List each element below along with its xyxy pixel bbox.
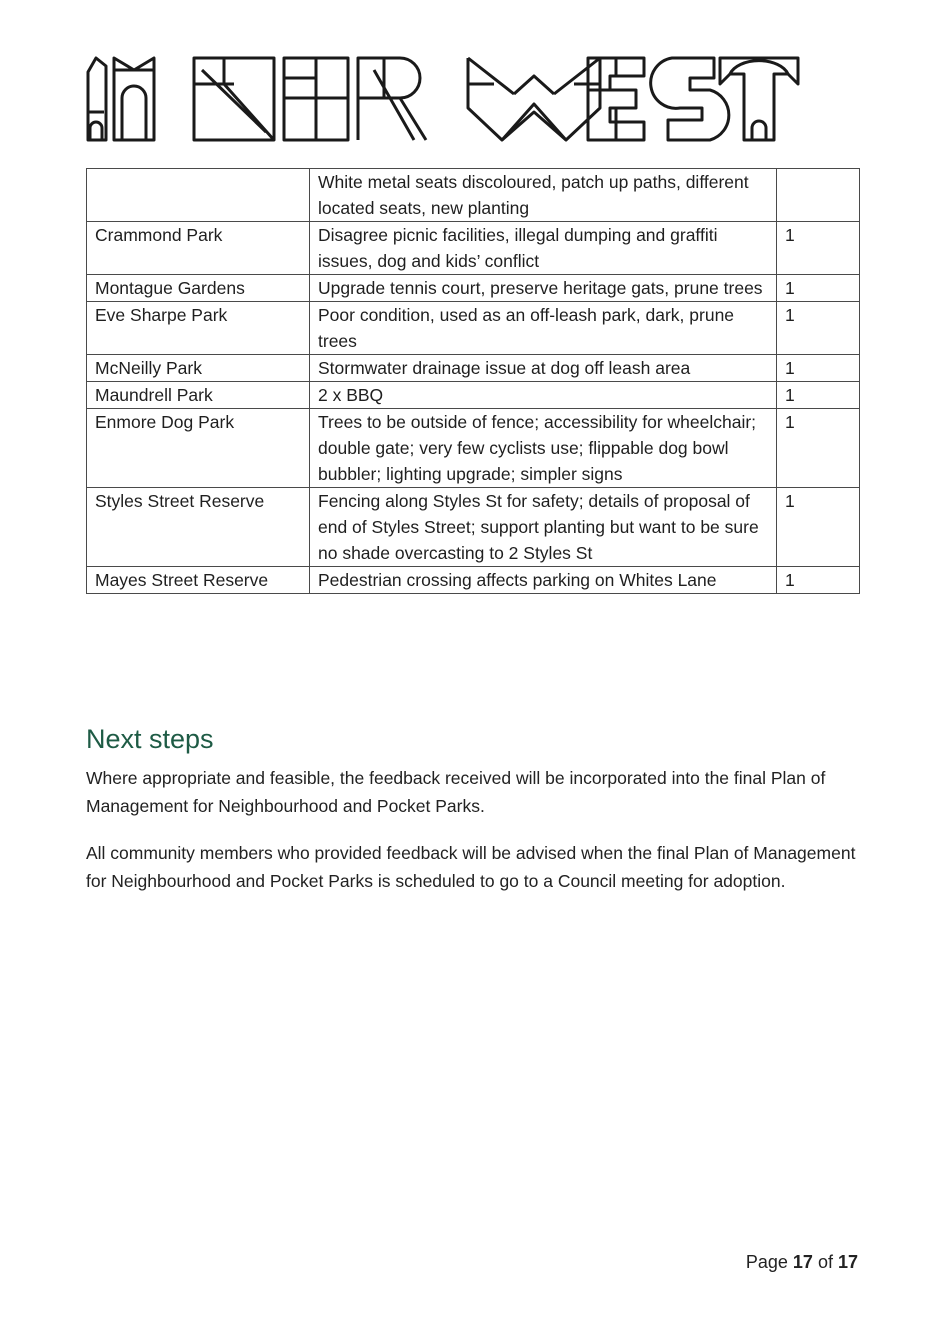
next-steps-section bbox=[86, 722, 866, 914]
park-name-cell: McNeilly Park bbox=[87, 355, 310, 382]
total-pages: 17 bbox=[837, 1252, 858, 1272]
next-steps-paragraph: Where appropriate and feasible, the feedback received will be incorporated into the final Plan of Management for Neighbourhood and Pocket Parks. bbox=[86, 768, 826, 816]
table-row bbox=[87, 222, 860, 275]
count-cell: 1 bbox=[777, 275, 860, 302]
count-cell: 1 bbox=[777, 355, 860, 382]
park-name-cell bbox=[87, 169, 310, 222]
page-number bbox=[746, 1252, 858, 1273]
count-cell: 1 bbox=[777, 222, 860, 275]
feedback-cell: Disagree picnic facilities, illegal dumping and graffiti issues, dog and kids’ conflict bbox=[310, 222, 777, 275]
feedback-cell: 2 x BBQ bbox=[310, 382, 777, 409]
logo-letter-e-2 bbox=[588, 58, 644, 140]
count-cell: 1 bbox=[777, 567, 860, 594]
park-name-cell: Styles Street Reserve bbox=[87, 488, 310, 567]
table-row bbox=[87, 169, 860, 222]
park-name-cell: Mayes Street Reserve bbox=[87, 567, 310, 594]
page-label: Page bbox=[745, 1252, 788, 1272]
inner-west-logo bbox=[84, 54, 802, 144]
logo-letter-t bbox=[720, 58, 798, 140]
feedback-cell: Stormwater drainage issue at dog off leash area bbox=[310, 355, 777, 382]
logo-letter-n-2 bbox=[194, 58, 274, 140]
park-name-cell: Maundrell Park bbox=[87, 382, 310, 409]
logo-letter-w bbox=[468, 58, 600, 140]
table-row bbox=[87, 275, 860, 302]
count-cell: 1 bbox=[777, 488, 860, 567]
logo-letter-n bbox=[114, 58, 154, 140]
park-name-cell: Montague Gardens bbox=[87, 275, 310, 302]
logo-letter-r bbox=[358, 58, 426, 140]
count-cell: 1 bbox=[777, 382, 860, 409]
park-name-cell: Crammond Park bbox=[87, 222, 310, 275]
table-row bbox=[87, 567, 860, 594]
feedback-cell: Poor condition, used as an off-leash park, dark, prune trees bbox=[310, 302, 777, 355]
count-cell: 1 bbox=[777, 302, 860, 355]
table-row bbox=[87, 355, 860, 382]
feedback-cell: Upgrade tennis court, preserve heritage gats, prune trees bbox=[310, 275, 777, 302]
count-cell: 1 bbox=[777, 409, 860, 488]
logo-letter-s bbox=[651, 58, 729, 140]
count-cell bbox=[777, 169, 860, 222]
next-steps-paragraph: All community members who provided feedback will be advised when the final Plan of Management for Neighbourhood and Pocket Parks is scheduled to go to a Council meeting for adoption. bbox=[86, 843, 856, 891]
table-row bbox=[87, 382, 860, 409]
page-of-label: of bbox=[817, 1252, 833, 1272]
feedback-cell: White metal seats discoloured, patch up paths, different located seats, new planting bbox=[310, 169, 777, 222]
logo-letter-i bbox=[88, 58, 106, 140]
feedback-cell: Pedestrian crossing affects parking on Whites Lane bbox=[310, 567, 777, 594]
table-row bbox=[87, 409, 860, 488]
table-row bbox=[87, 488, 860, 567]
logo-letter-e bbox=[284, 58, 348, 140]
park-name-cell: Eve Sharpe Park bbox=[87, 302, 310, 355]
feedback-cell: Fencing along Styles St for safety; details of proposal of end of Styles Street; support planting but want to be sure no shade overcasting to 2 Styles St bbox=[310, 488, 777, 567]
feedback-table bbox=[86, 168, 860, 594]
table-row bbox=[87, 302, 860, 355]
current-page: 17 bbox=[792, 1252, 813, 1272]
next-steps-heading: Next steps bbox=[86, 724, 214, 754]
feedback-cell: Trees to be outside of fence; accessibility for wheelchair; double gate; very few cyclists use; flippable dog bowl bubbler; lighting upgrade; simpler signs bbox=[310, 409, 777, 488]
park-name-cell: Enmore Dog Park bbox=[87, 409, 310, 488]
